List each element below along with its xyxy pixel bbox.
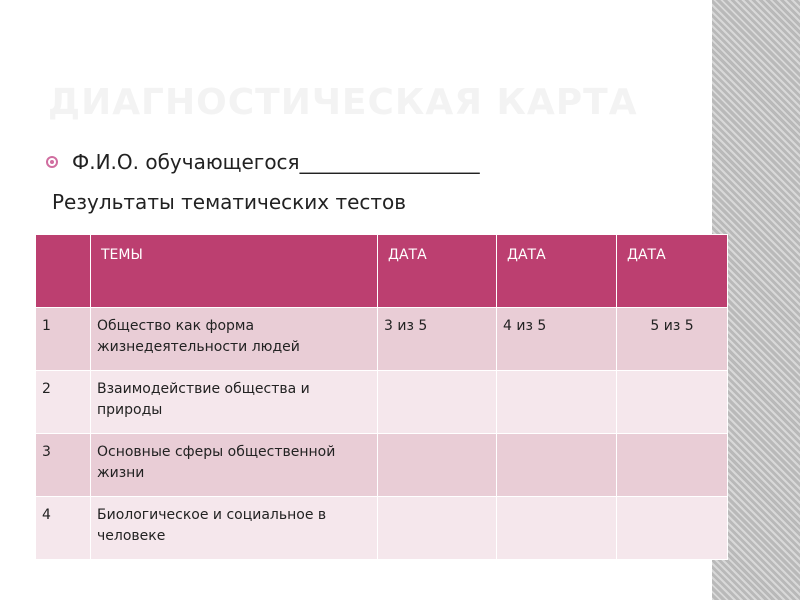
row-date-3 [617,434,728,497]
student-name-line [46,150,480,174]
table-row [36,371,728,434]
row-date-1: 3 из 5 [378,308,497,371]
student-name-text: Ф.И.О. обучающегося__________________ [72,150,480,174]
header-themes: ТЕМЫ [91,235,378,308]
row-theme: Взаимодействие общества и природы [91,371,378,434]
results-subtitle: Результаты тематических тестов [52,190,407,214]
row-date-1 [378,434,497,497]
header-number [36,235,91,308]
results-table [35,234,728,560]
row-date-1 [378,497,497,560]
row-theme: Основные сферы общественной жизни [91,434,378,497]
header-date-1: ДАТА [378,235,497,308]
row-number: 2 [36,371,91,434]
table-row [36,308,728,371]
row-theme: Биологическое и социальное в человеке [91,497,378,560]
circle-bullet-icon [46,156,58,168]
row-date-2 [497,434,617,497]
row-number: 3 [36,434,91,497]
header-date-2: ДАТА [497,235,617,308]
table-header-row [36,235,728,308]
table-row [36,434,728,497]
row-date-3: 5 из 5 [617,308,728,371]
row-date-2: 4 из 5 [497,308,617,371]
row-date-1 [378,371,497,434]
row-date-3 [617,497,728,560]
row-number: 4 [36,497,91,560]
row-date-3 [617,371,728,434]
header-date-3: ДАТА [617,235,728,308]
row-date-2 [497,371,617,434]
slide-title: ДИАГНОСТИЧЕСКАЯ КАРТА [48,82,638,123]
row-theme: Общество как форма жизнедеятельности людей [91,308,378,371]
row-number: 1 [36,308,91,371]
row-date-2 [497,497,617,560]
table-row [36,497,728,560]
